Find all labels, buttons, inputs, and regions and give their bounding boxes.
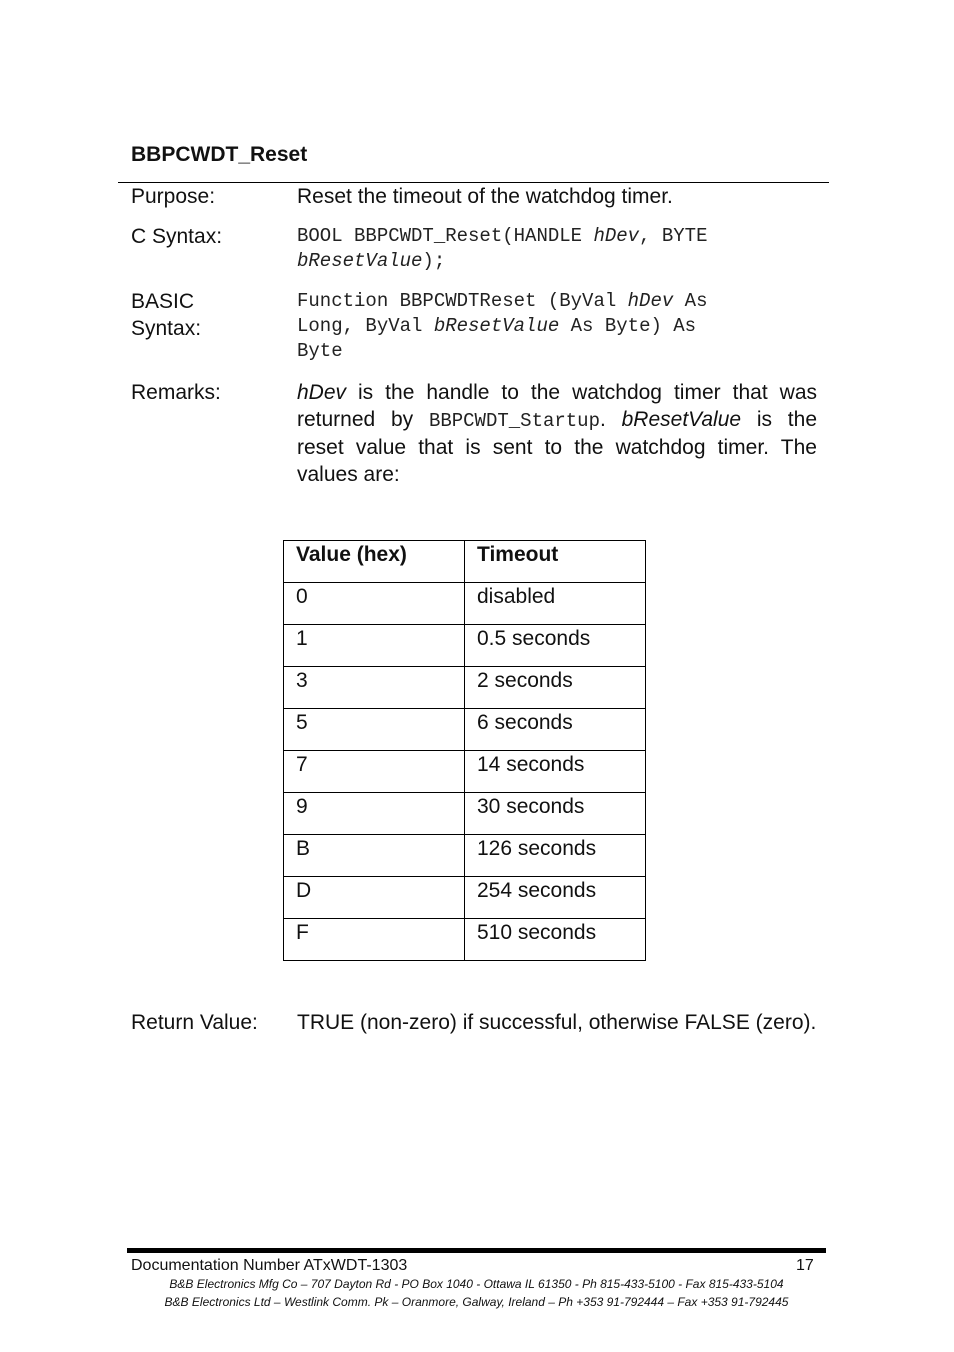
c-syntax-code-mid: , BYTE [639, 225, 708, 247]
table-row [284, 583, 646, 625]
remarks-text-2: . [599, 408, 622, 431]
basic-syntax-code [297, 289, 817, 364]
table-row [284, 625, 646, 667]
c-syntax-code-suffix: ); [422, 250, 446, 272]
purpose-text: Reset the timeout of the watchdog timer. [297, 185, 673, 208]
table-row [284, 793, 646, 835]
table-cell-timeout: 254 seconds [465, 877, 646, 919]
table-cell-value: 1 [284, 625, 465, 667]
remarks-text-1: is the handle to the watchdog timer that was returned by [297, 381, 817, 431]
table-row [284, 709, 646, 751]
basic-syntax-code-prefix: Function BBPCWDTReset (ByVal [297, 290, 628, 312]
c-syntax-line-2 [297, 249, 817, 274]
c-syntax-code-prefix: BOOL BBPCWDT_Reset(HANDLE [297, 225, 594, 247]
table-cell-value: F [284, 919, 465, 961]
footer-address-ie: B&B Electronics Ltd – Westlink Comm. Pk – Oranmore, Galway, Ireland – Ph +353 91-792444 – Fax +353 91-792445 [164, 1295, 789, 1309]
table-row [284, 667, 646, 709]
c-syntax-code [297, 224, 817, 274]
remarks-code-ref: BBPCWDT_Startup [428, 410, 600, 432]
remarks-text-3: is the reset value that is sent to the watchdog timer. The values are: [297, 408, 817, 486]
table-cell-timeout: 510 seconds [465, 919, 646, 961]
footer-address-us: B&B Electronics Mfg Co – 707 Dayton Rd - PO Box 1040 - Ottawa IL 61350 - Ph 815-433-5100 - Fax 815-433-5104 [169, 1277, 784, 1291]
table-cell-timeout: 126 seconds [465, 835, 646, 877]
table-cell-value: 5 [284, 709, 465, 751]
page-title: BBPCWDT_Reset [131, 143, 308, 166]
table-cell-timeout: 14 seconds [465, 751, 646, 793]
table-row [284, 835, 646, 877]
remarks-label: Remarks: [131, 381, 221, 404]
c-syntax-param-bresetvalue: bResetValue [297, 250, 423, 272]
return-value-label: Return Value: [131, 1011, 258, 1034]
table-row [284, 919, 646, 961]
table-cell-value: 7 [284, 751, 465, 793]
basic-syntax-label-line-1: BASIC [131, 290, 195, 313]
table-cell-timeout: disabled [465, 583, 646, 625]
basic-syntax-code-mid-3: As Byte) As [559, 315, 697, 337]
remarks-param-hdev: hDev [297, 381, 347, 404]
c-syntax-line-1 [297, 224, 817, 249]
basic-syntax-param-bresetvalue: bResetValue [433, 315, 560, 337]
remarks-param-bresetvalue: bResetValue [621, 408, 742, 431]
basic-syntax-code-mid-2: Long, ByVal [297, 315, 434, 337]
table-cell-timeout: 2 seconds [465, 667, 646, 709]
table-cell-value: D [284, 877, 465, 919]
c-syntax-param-hdev: hDev [593, 225, 640, 247]
table-row [284, 877, 646, 919]
table-row [284, 751, 646, 793]
footer-page-number: 17 [796, 1257, 814, 1274]
c-syntax-label: C Syntax: [131, 225, 223, 248]
purpose-label: Purpose: [131, 185, 216, 208]
basic-syntax-line-2 [297, 314, 817, 339]
table-header-row [284, 541, 646, 583]
values-table [283, 540, 646, 961]
table-cell-value: 0 [284, 583, 465, 625]
return-value-text: TRUE (non-zero) if successful, otherwise FALSE (zero). [297, 1011, 817, 1034]
basic-syntax-label-line-2: Syntax: [131, 317, 202, 340]
footer-divider [127, 1248, 826, 1253]
table-cell-timeout: 0.5 seconds [465, 625, 646, 667]
table-header-timeout: Timeout [465, 541, 646, 583]
basic-syntax-line-3: Byte [297, 340, 343, 362]
table-cell-value: 9 [284, 793, 465, 835]
table-cell-value: 3 [284, 667, 465, 709]
basic-syntax-param-hdev: hDev [627, 290, 674, 312]
table-cell-value: B [284, 835, 465, 877]
table-cell-timeout: 6 seconds [465, 709, 646, 751]
basic-syntax-label [131, 288, 201, 342]
remarks-text [297, 379, 817, 488]
table-header-value: Value (hex) [284, 541, 465, 583]
basic-syntax-code-mid-1: As [673, 290, 708, 312]
basic-syntax-line-1 [297, 289, 817, 314]
footer-doc-number: Documentation Number ATxWDT-1303 [131, 1257, 408, 1274]
table-cell-timeout: 30 seconds [465, 793, 646, 835]
